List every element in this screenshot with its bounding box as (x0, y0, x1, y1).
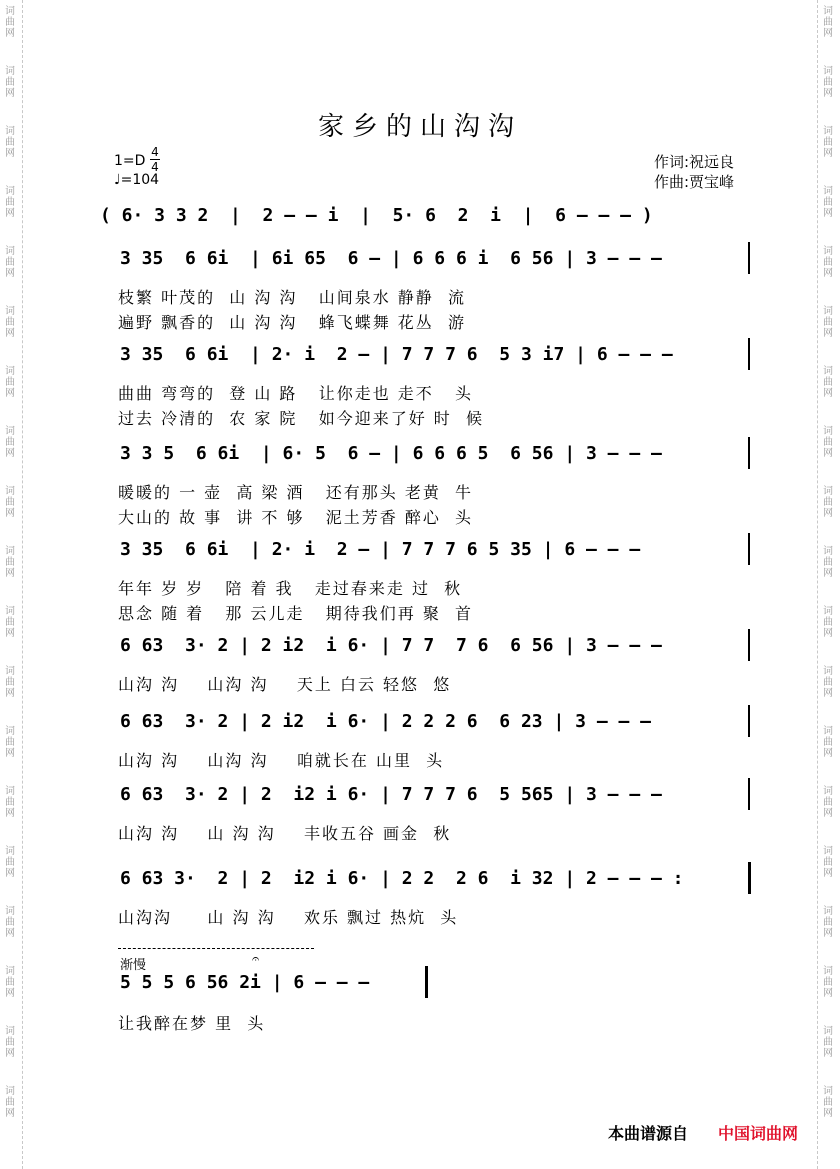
system-lyrics-verse-2: 遍野 飘香的 山 沟 沟 蜂飞蝶舞 花丛 游 (118, 313, 466, 332)
composer: 作曲:贾宝峰 (654, 173, 735, 191)
system-notes: 6 63 3· 2 | 2 i2 i 6· | 7 7 7 6 6 56 | 3 — — — (120, 635, 662, 656)
song-title: 家乡的山沟沟 (317, 112, 522, 142)
system-end-barline (748, 242, 750, 274)
watermark-text: 词曲网 (823, 906, 833, 939)
time-signature (150, 145, 160, 174)
watermark-text: 词曲网 (823, 426, 833, 459)
watermark-text: 词曲网 (5, 306, 15, 339)
watermark-text: 词曲网 (5, 1026, 15, 1059)
tempo-value: =104 (120, 172, 160, 188)
watermark-text: 词曲网 (5, 486, 15, 519)
system-lyrics-verse-2: 大山的 故 事 讲 不 够 泥土芳香 醉心 头 (118, 508, 474, 527)
watermark-text: 词曲网 (823, 1086, 833, 1119)
final-barline (425, 966, 428, 998)
watermark-text: 词曲网 (823, 486, 833, 519)
system-notes: 6 63 3· 2 | 2 i2 i 6· | 2 2 2 6 i 32 | 2 — — — : (120, 868, 684, 889)
watermark-text: 词曲网 (823, 6, 833, 39)
system-lyrics-verse-1: 山沟 沟 山沟 沟 咱就长在 山里 头 (118, 751, 445, 770)
left-watermark-strip (0, 0, 23, 1169)
watermark-text: 词曲网 (5, 666, 15, 699)
watermark-text: 词曲网 (5, 6, 15, 39)
watermark-text: 词曲网 (5, 246, 15, 279)
watermark-text: 词曲网 (5, 546, 15, 579)
watermark-text: 词曲网 (823, 606, 833, 639)
credits (654, 152, 734, 192)
watermark-text: 词曲网 (5, 66, 15, 99)
meter-bottom: 4 (151, 160, 159, 174)
key-signature: 1=D (114, 153, 146, 169)
watermark-text: 词曲网 (823, 786, 833, 819)
intro-notes: ( 6· 3 3 2 | 2 — — i | 5· 6 2 i | 6 — — — ) (100, 205, 653, 226)
right-watermark-strip (817, 0, 840, 1169)
system-lyrics-verse-1: 山沟 沟 山 沟 沟 丰收五谷 画金 秋 (118, 824, 452, 843)
fermata-icon: 𝄐 (252, 952, 260, 967)
coda-notes: 5 5 5 6 56 2i | 6 — — — (120, 972, 370, 993)
watermark-text: 词曲网 (823, 1026, 833, 1059)
system-lyrics-verse-1: 枝繁 叶茂的 山 沟 沟 山间泉水 静静 流 (118, 288, 466, 307)
watermark-text: 词曲网 (823, 186, 833, 219)
watermark-text: 词曲网 (5, 786, 15, 819)
watermark-text: 词曲网 (823, 366, 833, 399)
system-end-barline (748, 629, 750, 661)
system-notes: 3 3 5 6 6i | 6· 5 6 — | 6 6 6 5 6 56 | 3 — — — (120, 443, 662, 464)
watermark-text: 词曲网 (823, 666, 833, 699)
system-notes: 6 63 3· 2 | 2 i2 i 6· | 7 7 7 6 5 565 | 3 — — — (120, 784, 662, 805)
system-notes: 3 35 6 6i | 6i 65 6 — | 6 6 6 i 6 56 | 3 — — — (120, 248, 662, 269)
watermark-text: 词曲网 (5, 966, 15, 999)
system-lyrics-verse-2: 过去 冷清的 农 家 院 如今迎来了好 时 候 (118, 409, 484, 428)
watermark-text: 词曲网 (823, 726, 833, 759)
system-lyrics-verse-1: 暖暖的 一 壶 高 梁 酒 还有那头 老黄 牛 (118, 483, 474, 502)
watermark-text: 词曲网 (5, 426, 15, 459)
watermark-text: 词曲网 (823, 246, 833, 279)
system-end-barline (748, 705, 750, 737)
system-lyrics-verse-1: 山沟沟 山 沟 沟 欢乐 飘过 热炕 头 (118, 908, 459, 927)
watermark-text: 词曲网 (5, 606, 15, 639)
system-end-barline (748, 533, 750, 565)
system-lyrics-verse-1: 山沟 沟 山沟 沟 天上 白云 轻悠 悠 (118, 675, 452, 694)
system-end-barline (748, 862, 751, 894)
watermark-text: 词曲网 (823, 546, 833, 579)
watermark-text: 词曲网 (5, 1086, 15, 1119)
coda-lyrics: 让我醉在梦 里 头 (118, 1014, 266, 1033)
tempo-change-marking: 渐慢 (120, 958, 147, 973)
source-label: 本曲谱源自 (608, 1124, 689, 1143)
watermark-text: 词曲网 (5, 366, 15, 399)
system-lyrics-verse-1: 年年 岁 岁 陪 着 我 走过春来走 过 秋 (118, 579, 463, 598)
source-site-link[interactable]: 中国词曲网 (718, 1124, 799, 1143)
meter-top: 4 (151, 145, 159, 159)
watermark-text: 词曲网 (5, 846, 15, 879)
watermark-text: 词曲网 (5, 906, 15, 939)
watermark-text: 词曲网 (5, 726, 15, 759)
lyricist: 作词:祝远良 (654, 153, 735, 171)
system-lyrics-verse-1: 曲曲 弯弯的 登 山 路 让你走也 走不 头 (118, 384, 474, 403)
watermark-text: 词曲网 (5, 186, 15, 219)
watermark-text: 词曲网 (823, 306, 833, 339)
watermark-text: 词曲网 (823, 126, 833, 159)
system-notes: 3 35 6 6i | 2· i 2 — | 7 7 7 6 5 35 | 6 — — — (120, 539, 641, 560)
system-end-barline (748, 338, 750, 370)
watermark-text: 词曲网 (823, 846, 833, 879)
system-end-barline (748, 437, 750, 469)
watermark-text: 词曲网 (823, 66, 833, 99)
watermark-text: 词曲网 (5, 126, 15, 159)
system-lyrics-verse-2: 思念 随 着 那 云儿走 期待我们再 聚 首 (118, 604, 474, 623)
quarter-note-icon: ♩ (114, 172, 121, 188)
system-end-barline (748, 778, 750, 810)
tempo-marking (114, 172, 159, 188)
ritardando-line (118, 948, 314, 949)
system-notes: 6 63 3· 2 | 2 i2 i 6· | 2 2 2 6 6 23 | 3 — — — (120, 711, 652, 732)
watermark-text: 词曲网 (823, 966, 833, 999)
system-notes: 3 35 6 6i | 2· i 2 — | 7 7 7 6 5 3 i7 | 6 — — — (120, 344, 673, 365)
